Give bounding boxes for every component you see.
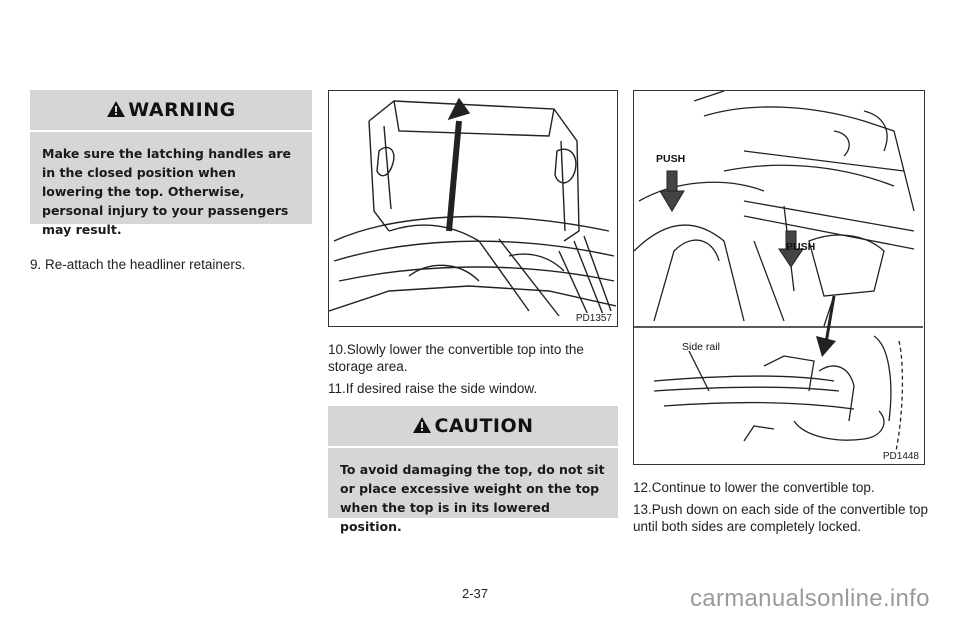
step-9-text: Re-attach the headliner retainers. (45, 257, 246, 272)
step-9-number: 9. (30, 257, 42, 272)
caution-triangle-icon (412, 416, 432, 439)
step-13-number: 13. (633, 502, 652, 517)
side-rail-label: Side rail (682, 341, 720, 353)
warning-title-bar (30, 90, 312, 132)
watermark: carmanualsonline.info (690, 585, 930, 612)
convertible-top-illustration (329, 91, 616, 325)
warning-title: WARNING (128, 99, 236, 121)
push-label-1: PUSH (656, 153, 686, 165)
step-12-number: 12. (633, 480, 652, 495)
step-12-text: Continue to lower the convertible top. (651, 480, 875, 495)
figure-1-code: PD1357 (575, 313, 612, 324)
step-11-text: If desired raise the side window. (345, 381, 538, 396)
figure-push-locking (633, 90, 925, 465)
step-11 (328, 380, 618, 397)
page-number: 2-37 (462, 586, 489, 601)
step-10 (328, 341, 618, 375)
caution-text: To avoid damaging the top, do not sit or place excessive weight on the top when the top is in its lowered position. (340, 462, 605, 534)
step-12 (633, 479, 928, 496)
caution-title-bar (328, 406, 618, 448)
push-locking-illustration (634, 91, 923, 463)
step-13-text: Push down on each side of the convertible top until both sides are completely locked. (633, 502, 928, 534)
warning-triangle-icon (106, 100, 126, 123)
warning-text: Make sure the latching handles are in the closed position when lowering the top. Otherwise, personal injury to your passengers may result. (42, 146, 292, 237)
caution-box (328, 406, 618, 534)
step-10-number: 10. (328, 342, 347, 357)
figure-2-code: PD1448 (882, 451, 919, 462)
warning-box (30, 90, 312, 237)
step-11-number: 11. (328, 381, 346, 396)
push-label-2: PUSH (786, 241, 816, 253)
figure-top-lowering (328, 90, 618, 327)
step-9 (30, 256, 312, 273)
step-13 (633, 501, 928, 535)
caution-title: CAUTION (434, 415, 534, 437)
step-10-text: Slowly lower the convertible top into the storage area. (328, 342, 584, 374)
